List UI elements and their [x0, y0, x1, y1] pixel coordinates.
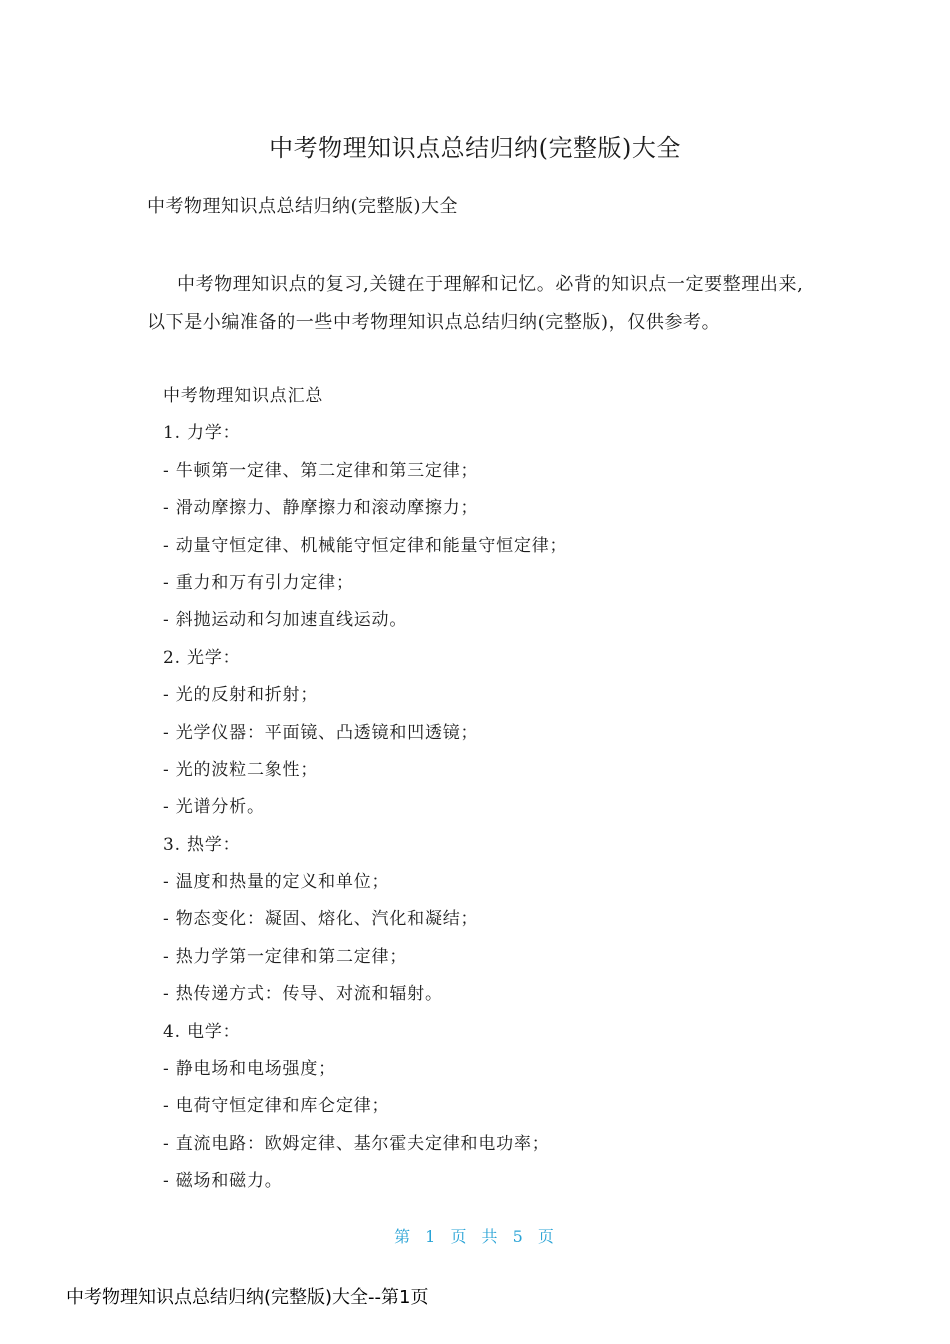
list-item: - 温度和热量的定义和单位； — [163, 872, 390, 893]
list-item: - 直流电路：欧姆定律、基尔霍夫定律和电功率； — [163, 1133, 550, 1154]
page-number-footer: 第 1 页 共 5 页 — [394, 1227, 556, 1246]
document-title: 中考物理知识点总结归纳(完整版)大全 — [269, 134, 681, 162]
list-item: - 光的反射和折射； — [163, 685, 319, 706]
knowledge-list — [163, 378, 823, 1201]
category-mechanics: 1. 力学： — [163, 423, 241, 444]
list-item: - 斜抛运动和匀加速直线运动。 — [163, 610, 408, 631]
list-item: - 滑动摩擦力、静摩擦力和滚动摩擦力； — [163, 498, 479, 519]
list-item: - 光学仪器：平面镜、凸透镜和凹透镜； — [163, 722, 479, 743]
list-item: - 光谱分析。 — [163, 797, 265, 818]
list-item: - 电荷守恒定律和库仑定律； — [163, 1096, 390, 1117]
list-item: - 热力学第一定律和第二定律； — [163, 946, 408, 967]
list-item: - 光的波粒二象性； — [163, 759, 319, 780]
category-thermal: 3. 热学： — [163, 834, 241, 855]
list-item: - 动量守恒定律、机械能守恒定律和能量守恒定律； — [163, 535, 568, 556]
list-item: - 磁场和磁力。 — [163, 1171, 283, 1192]
list-item: - 热传递方式：传导、对流和辐射。 — [163, 984, 443, 1005]
category-optics: 2. 光学： — [163, 647, 241, 668]
list-item: - 静电场和电场强度； — [163, 1059, 336, 1080]
section-heading: 中考物理知识点汇总 — [163, 386, 324, 406]
list-item: - 重力和万有引力定律； — [163, 572, 354, 593]
category-electricity: 4. 电学： — [163, 1021, 241, 1042]
list-item: - 牛顿第一定律、第二定律和第三定律； — [163, 460, 479, 481]
list-item: - 物态变化：凝固、熔化、汽化和凝结； — [163, 909, 479, 930]
document-subtitle: 中考物理知识点总结归纳(完整版)大全 — [147, 196, 459, 217]
intro-paragraph: 中考物理知识点的复习,关键在于理解和记忆。必背的知识点一定要整理出来,以下是小编准备的一些中考物理知识点总结归纳(完整版)，仅供参考。 — [147, 274, 804, 333]
bottom-caption: 中考物理知识点总结归纳(完整版)大全--第1页 — [66, 1287, 429, 1308]
